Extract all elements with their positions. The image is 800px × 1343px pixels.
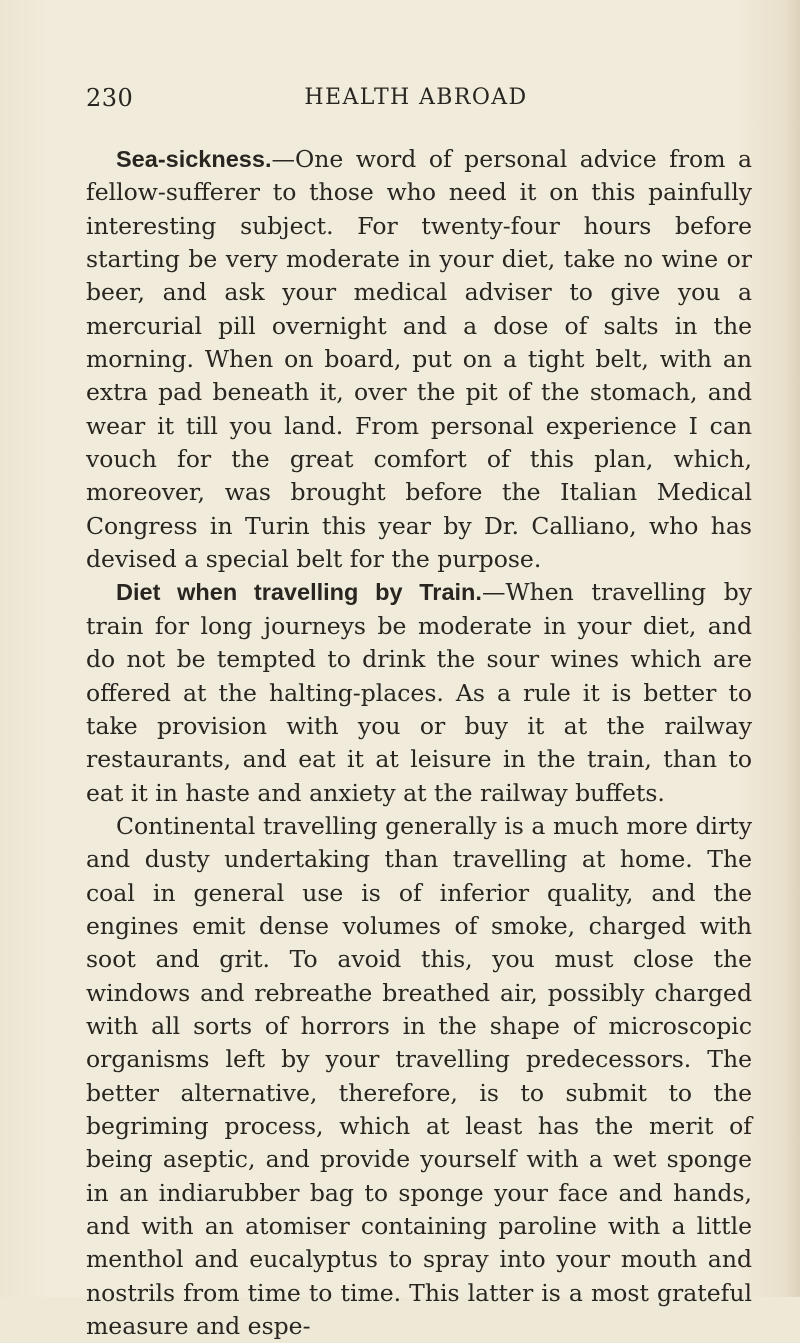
train-diet-paragraph (86, 576, 752, 809)
body-text (86, 143, 752, 1343)
continental-travel-text: Continental travelling generally is a much more dirty and dusty undertaking than travelling at home. The coal in general use is of inferior quality, and the engines emit dense volumes of smoke, charged with soot and grit. To avoid this, you must close the windows and rebreathe breathed air, possibly charged with all sorts of horrors in the shape of microscopic organisms left by your travelling predecessors. The better alternative, therefore, is to submit to the begriming process, which at least has the merit of being aseptic, and provide yourself with a wet sponge in an indiarubber bag to sponge your face and hands, and with an atomiser containing paroline with a little menthol and eucalyptus to spray into your mouth and nostrils from time to time. This latter is a most grateful measure and espe- (86, 811, 752, 1341)
page-edge-shadow (786, 0, 800, 1297)
page-header (86, 84, 746, 118)
continental-travel-paragraph (86, 810, 752, 1343)
page-number: 230 (86, 84, 134, 112)
sea-sickness-paragraph (86, 143, 752, 576)
train-diet-heading: Diet when travelling by Train. (116, 579, 482, 606)
train-diet-text: —When travelling by train for long journeys be moderate in your diet, and do not be tempted to drink the sour wines which are offered at the halting-places. As a rule it is better to take provision with you or buy it at the railway restaurants, and eat it at leisure in the train, than to eat it in haste and anxiety at the railway buffets. (86, 578, 753, 807)
sea-sickness-heading: Sea-sickness. (116, 146, 272, 172)
sea-sickness-text: —One word of personal advice from a fellow-sufferer to those who need it on this painfully interesting subject. For twenty-four hours before starting be very moderate in your diet, take no wine or beer, and ask your medical adviser to give you a mercurial pill overnight and a dose of salts in the morning. When on board, put on a tight belt, with an extra pad beneath it, over the pit of the stomach, and wear it till you land. From personal experience I can vouch for the great comfort of this plan, which, moreover, was brought before the Italian Medical Congress in Turin this year by Dr. Calliano, who has devised a special belt for the purpose. (86, 145, 752, 574)
running-head: HEALTH ABROAD (304, 85, 528, 110)
